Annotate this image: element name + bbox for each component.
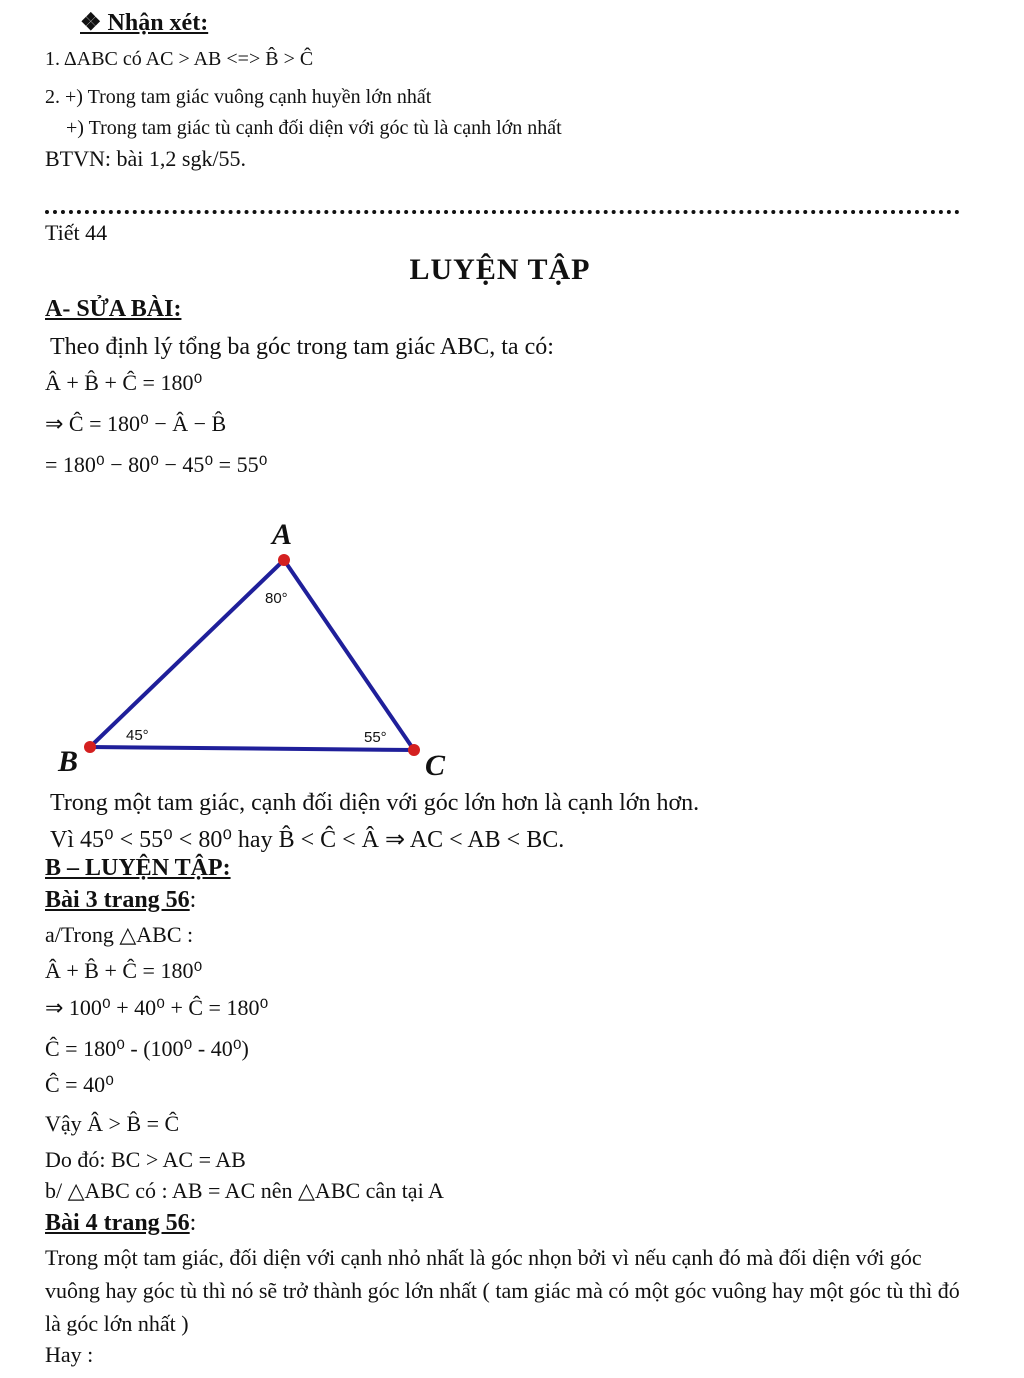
- exercise-3-equation-4: Ĉ = 40⁰: [45, 1072, 114, 1097]
- exercise-4-hay: Hay :: [45, 1342, 94, 1367]
- exercise-3-heading: Bài 3 trang 56:: [45, 887, 197, 913]
- part-a-conclusion: Vì 45⁰ < 55⁰ < 80⁰ hay B̂ < Ĉ < Â ⇒ AC < AB < BC.: [50, 827, 565, 853]
- exercise-4-heading: Bài 4 trang 56:: [45, 1210, 197, 1236]
- label-vertex-a: A: [272, 518, 293, 551]
- side-ac: [284, 560, 414, 750]
- note-heading: ❖ Nhận xét:: [80, 10, 209, 36]
- side-ab: [90, 560, 284, 747]
- part-a-equation-3: = 180⁰ − 80⁰ − 45⁰ = 55⁰: [45, 452, 268, 477]
- label-vertex-b: B: [58, 745, 79, 778]
- point-c: [408, 744, 420, 756]
- point-a: [278, 554, 290, 566]
- label-vertex-c: C: [425, 749, 446, 782]
- exercise-3-result: Do đó: BC > AC = AB: [45, 1147, 246, 1172]
- label-angle-c: 55°: [364, 729, 387, 746]
- part-a-heading: A- SỬA BÀI:: [45, 296, 182, 322]
- part-b-heading: B – LUYỆN TẬP:: [45, 855, 231, 881]
- exercise-3-comparison: Vậy Â > B̂ = Ĉ: [45, 1111, 180, 1136]
- point-b: [84, 741, 96, 753]
- note-item-2a: 2. +) Trong tam giác vuông cạnh huyền lớn nhất: [45, 86, 432, 108]
- part-a-equation-2: ⇒ Ĉ = 180⁰ − Â − B̂: [45, 411, 227, 436]
- exercise-3-a-intro: a/Trong △ABC :: [45, 922, 194, 947]
- triangle-sides: [90, 560, 414, 750]
- exercise-3-b: b/ △ABC có : AB = AC nên △ABC cân tại A: [45, 1178, 444, 1203]
- note-item-2b: +) Trong tam giác tù cạnh đối diện với góc tù là cạnh lớn nhất: [66, 117, 562, 139]
- part-a-equation-1: Â + B̂ + Ĉ = 180⁰: [45, 370, 203, 395]
- exercise-3-equation-1: Â + B̂ + Ĉ = 180⁰: [45, 958, 203, 983]
- homework: BTVN: bài 1,2 sgk/55.: [45, 146, 247, 171]
- exercise-3-equation-3: Ĉ = 180⁰ - (100⁰ - 40⁰): [45, 1036, 249, 1061]
- side-bc: [90, 747, 414, 750]
- label-angle-a: 80°: [265, 590, 288, 607]
- exercise-3-equation-2: ⇒ 100⁰ + 40⁰ + Ĉ = 180⁰: [45, 995, 269, 1020]
- lesson-period: Tiết 44: [45, 220, 108, 245]
- part-a-intro: Theo định lý tổng ba góc trong tam giác ABC, ta có:: [50, 334, 554, 360]
- note-item-1: 1. ΔABC có AC > AB <=> B̂ > Ĉ: [45, 48, 314, 70]
- exercise-4-text: Trong một tam giác, đối diện với cạnh nhỏ nhất là góc nhọn bởi vì nếu cạnh đó mà đối diện với góc vuông hay góc tù thì nó sẽ trở thành góc lớn nhất ( tam giác mà có một góc vuông hay một góc tù thì đó là góc lớn nhất ): [45, 1245, 960, 1336]
- part-a-rule: Trong một tam giác, cạnh đối diện với góc lớn hơn là cạnh lớn hơn.: [50, 790, 700, 816]
- label-angle-b: 45°: [126, 727, 149, 744]
- lesson-title: LUYỆN TẬP: [409, 253, 591, 286]
